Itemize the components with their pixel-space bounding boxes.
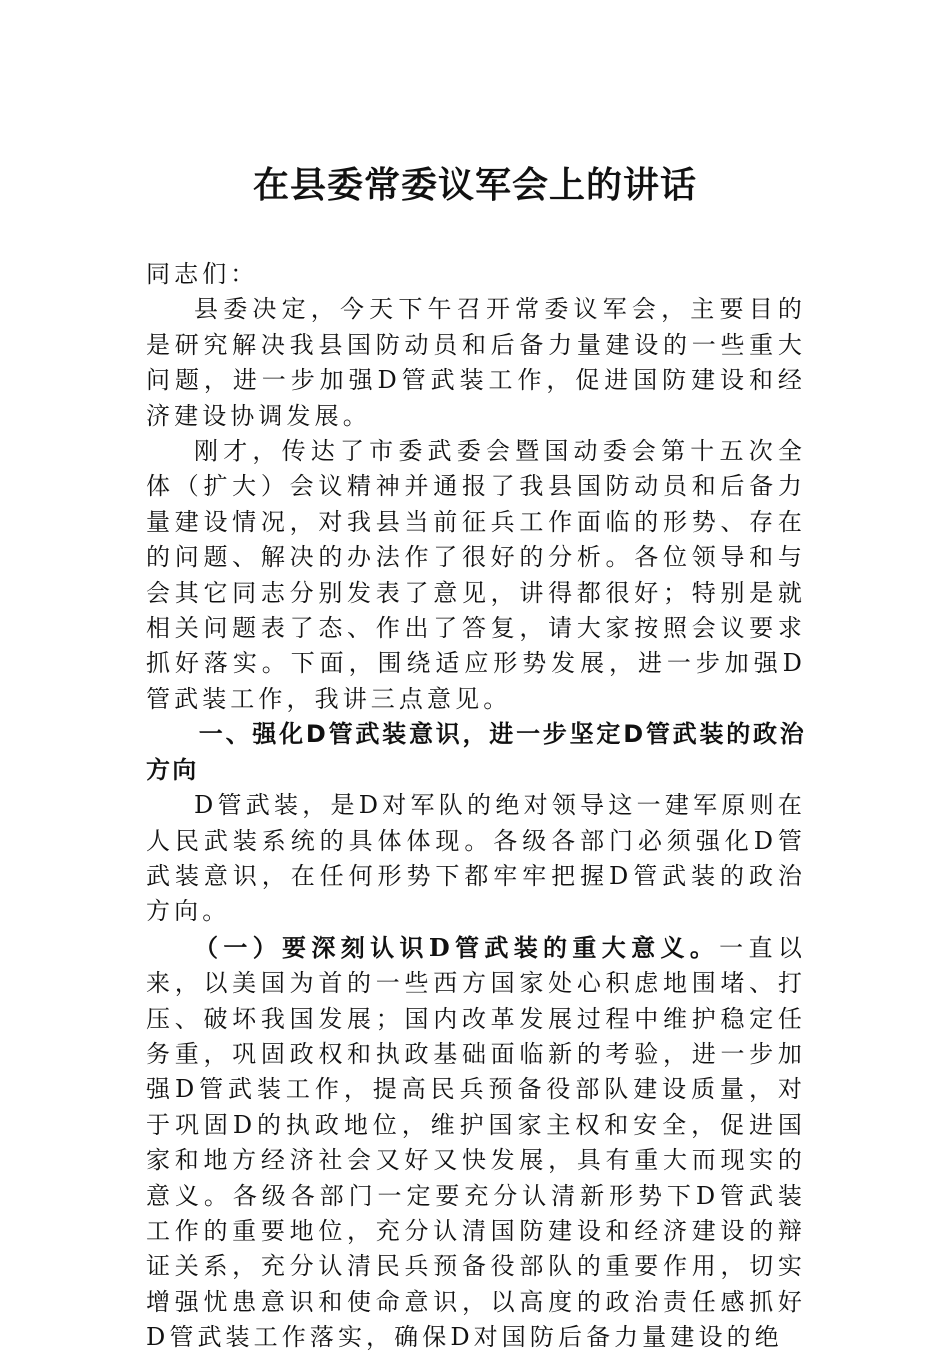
document-body: [146, 257, 806, 1356]
paragraph-subsection-1: [146, 930, 806, 1356]
subsection-heading-1: （一）要深刻认识D管武装的重大意义。: [194, 932, 720, 962]
paragraph-intro: 县委决定，今天下午召开常委议军会，主要目的是研究解决我县国防动员和后备力量建设的一些重大问题，进一步加强D管武装工作，促进国防建设和经济建设协调发展。: [146, 295, 806, 430]
salutation: 同志们：: [146, 260, 259, 288]
section-heading-1: 一、强化D管武装意识，进一步坚定D管武装的政治方向: [146, 720, 806, 784]
paragraph-section-1: D管武装，是D对军队的绝对领导这一建军原则在人民武装系统的具体体现。各级各部门必须强化D管武装意识，在任何形势下都牢牢把握D管武装的政治方向。: [146, 791, 806, 926]
document-title: 在县委常委议军会上的讲话: [252, 164, 697, 206]
paragraph-summary: 刚才，传达了市委武委会暨国动委会第十五次全体（扩大）会议精神并通报了我县国防动员和后备力量建设情况，对我县当前征兵工作面临的形势、存在的问题、解决的办法作了很好的分析。各位领导和与会其它同志分别发表了意见，讲得都很好；特别是就相关问题表了态、作出了答复，请大家按照会议要求抓好落实。下面，围绕适应形势发展，进一步加强D管武装工作，我讲三点意见。: [146, 437, 806, 713]
subsection-body-1: 一直以来，以美国为首的一些西方国家处心积虑地围堵、打压、破坏我国发展；国内改革发展过程中维护稳定任务重，巩固政权和执政基础面临新的考验，进一步加强D管武装工作，提高民兵预备役部队建设质量，对于巩固D的执政地位，维护国家主权和安全，促进国家和地方经济社会又好又快发展，具有重大而现实的意义。各级各部门一定要充分认清新形势下D管武装工作的重要地位，充分认清国防建设和经济建设的辩证关系，充分认清民兵预备役部队的重要作用，切实增强忧患意识和使命意识，以高度的政治责任感抓好D管武装工作落实，确保D对国防后备力量建设的绝: [146, 933, 806, 1352]
